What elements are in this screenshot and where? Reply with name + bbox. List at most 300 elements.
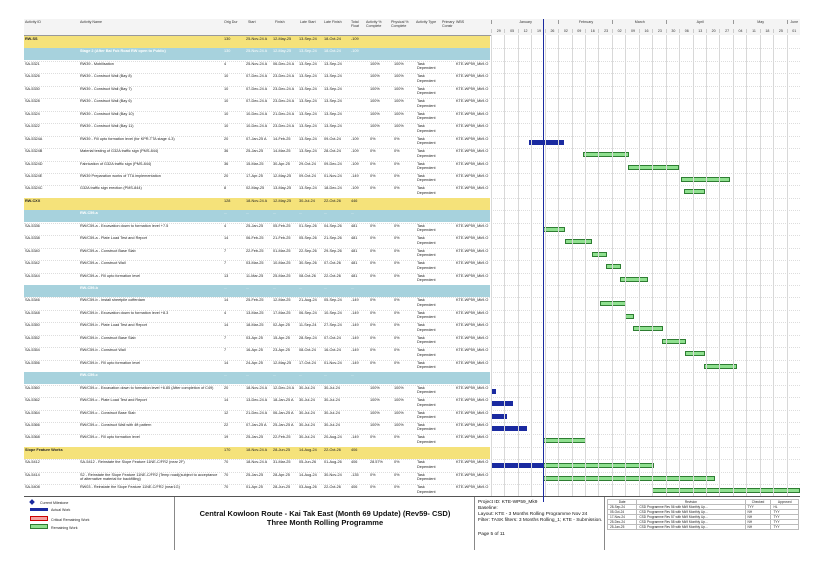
wbs-code: KTE-WP59_Mk9.O [456, 485, 489, 490]
activity-name: RW/C59-b - Fill upto formation level [80, 360, 141, 365]
late-start: 03-Aug-26 [299, 485, 317, 490]
late-finish: 07-Oct-26 [324, 261, 341, 266]
remaining-bar[interactable] [543, 476, 715, 481]
physical-pct: 100% [394, 111, 404, 116]
activity-id: SA-5330 [25, 86, 40, 91]
activity-id: SA-5346 [25, 298, 40, 303]
activity-type: Task Dependent [417, 335, 436, 345]
month-label: January [491, 20, 559, 24]
activity-pct: 100% [370, 410, 380, 415]
remaining-bar[interactable] [592, 252, 607, 257]
table-row[interactable] [24, 73, 490, 85]
start-date: 25-Nov-24 A [246, 61, 268, 66]
activity-name: G32A traffic sign erection (PMS-844) [80, 186, 142, 191]
table-row[interactable] [24, 434, 490, 446]
late-finish: ... [324, 373, 328, 378]
revision-cell: TYY [771, 515, 799, 520]
grid-line [518, 35, 519, 496]
finish-date: 18-Jan-25 A [273, 398, 294, 403]
col-physical-pct[interactable]: Physical % Complete [391, 20, 409, 28]
finish-date: 23-Apr-25 [273, 348, 290, 353]
finish-date: 21-Dec-24 A [273, 111, 295, 116]
month-label: June [787, 20, 801, 24]
orig-dur: 10 [224, 111, 229, 116]
col-activity-name[interactable]: Activity Name [80, 20, 102, 24]
activity-name: Stage 2 (After Bai Fuk Road RW open to Public) [80, 49, 166, 54]
activity-type: Task Dependent [417, 223, 436, 233]
wbs-code: KTE-WP59_Mk9.O [456, 236, 489, 241]
orig-dur: 70 [224, 460, 229, 465]
finish-date: 06-Jan-25 A [273, 410, 294, 415]
physical-pct: 0% [394, 261, 400, 266]
table-row[interactable] [24, 235, 490, 247]
wbs-code: KTE-WP59_Mk9.O [456, 472, 489, 477]
total-float: -149 [351, 435, 359, 440]
remaining-bar[interactable] [543, 438, 586, 443]
orig-dur: 14 [224, 398, 229, 403]
late-finish: 01-Nov-24 [324, 360, 342, 365]
revision-cell: 25-Dec-24 [608, 520, 637, 525]
col-finish[interactable]: Finish [275, 20, 285, 24]
wbs-code: KTE-WP59_Mk9.O [456, 348, 489, 353]
activity-type: Task Dependent [417, 435, 436, 444]
activity-id: SA-5364 [25, 410, 40, 415]
wbs-band[interactable] [24, 210, 490, 222]
late-finish: 01-Nov-24 [324, 173, 342, 178]
late-start: 29-Oct-24 [299, 161, 316, 166]
activity-pct: 0% [370, 435, 376, 440]
col-start[interactable]: Start [248, 20, 256, 24]
late-finish: 05-Sep-24 [324, 298, 342, 303]
start-date: 24-Apr-25 [246, 360, 263, 365]
start-date: 11-Mar-25 [246, 273, 264, 278]
wbs-code: KTE-WP59_Mk9.O [456, 173, 489, 178]
activity-type: Task Dependent [417, 348, 436, 357]
total-float: -149 [351, 323, 359, 328]
orig-dur: 10 [224, 74, 229, 79]
activity-id: SA-5348 [25, 310, 40, 315]
total-float: ... [351, 211, 355, 216]
orig-dur: 8 [224, 186, 227, 191]
finish-date: 28-Jun-25 [273, 485, 291, 490]
total-float: -109 [351, 49, 359, 54]
activity-id: SA-5324B [25, 149, 43, 154]
table-row[interactable] [24, 148, 490, 160]
grid-line [787, 35, 788, 496]
total-float: -149 [351, 310, 359, 315]
late-finish: 29-Sep-26 [324, 248, 342, 253]
late-start: 30-Jul-24 [299, 435, 315, 440]
remaining-bar[interactable] [565, 239, 592, 244]
wbs-code: KTE-WP59_Mk9.O [456, 460, 489, 465]
orig-dur: 4 [224, 61, 227, 66]
timeline-header [491, 19, 800, 35]
activity-id: SA-5324 [25, 111, 40, 116]
activity-name: RW39 - Construct Wall (Bay 11) [80, 124, 134, 129]
actual-bar[interactable] [491, 401, 513, 406]
total-float: 481 [351, 248, 358, 253]
late-start: 13-Sep-24 [299, 49, 317, 54]
table-row[interactable] [24, 484, 490, 496]
grid-line [746, 35, 747, 496]
table-row[interactable] [24, 459, 490, 471]
late-finish: 09-Oct-24 [324, 136, 341, 141]
activity-name: RW/C59-a - Plate Load Test and Report [80, 236, 147, 241]
wbs-code: KTE-WP59_Mk9.O [456, 149, 489, 154]
activity-type: Task Dependent [417, 298, 436, 307]
day-tick: 12 [518, 29, 532, 33]
activity-name: RW39 - Mobilisation [80, 61, 114, 66]
late-start: 13-Sep-24 [299, 99, 317, 104]
remaining-bar[interactable] [606, 264, 621, 269]
late-start: 28-Sep-24 [299, 335, 317, 340]
orig-dur: 13 [224, 273, 229, 278]
activity-type: Task Dependent [417, 460, 436, 469]
table-row[interactable] [24, 422, 490, 434]
total-float: 446 [351, 198, 358, 203]
remaining-bar[interactable] [628, 165, 679, 170]
physical-pct: 0% [394, 186, 400, 191]
start-date: 10-Dec-24 A [246, 124, 268, 129]
col-activity-type[interactable]: Activity Type [416, 20, 437, 24]
table-row[interactable] [24, 385, 490, 397]
table-row[interactable] [24, 360, 490, 372]
activity-id: SA-5362 [25, 398, 40, 403]
remaining-bar[interactable] [625, 314, 634, 319]
orig-dur: 128 [224, 198, 231, 203]
total-float: -109 [351, 186, 359, 191]
orig-dur: 14 [224, 360, 229, 365]
total-float: -109 [351, 37, 359, 41]
late-start: 13-Sep-24 [299, 149, 317, 154]
late-finish: 28-Oct-24 [324, 149, 341, 154]
table-row[interactable] [24, 335, 490, 347]
orig-dur: 7 [224, 335, 227, 340]
finish-date: 23-Dec-24 A [273, 99, 295, 104]
remaining-bar[interactable] [620, 277, 648, 282]
wbs-band[interactable] [24, 198, 490, 210]
wbs-code: KTE-WP59_Mk9.O [456, 99, 489, 104]
remaining-bar[interactable] [600, 301, 626, 306]
col-activity-pct[interactable]: Activity % Complete [366, 20, 382, 28]
activity-type: Task Dependent [417, 61, 436, 71]
activity-id: SA-5324C [25, 186, 43, 191]
col-late-finish[interactable]: Late Finish [324, 20, 342, 24]
revision-cell: 17-Nov-24 [608, 515, 637, 520]
revision-cell: TYY [745, 505, 771, 510]
table-row[interactable] [24, 310, 490, 322]
orig-dur: 22 [224, 422, 229, 427]
table-row[interactable] [24, 98, 490, 110]
finish-date: 15-Apr-25 [273, 335, 290, 340]
activity-id: SA-5336 [25, 223, 40, 228]
late-start: 30-Jul-24 [299, 385, 315, 390]
grid-line [545, 35, 546, 496]
wbs-band[interactable] [24, 48, 490, 60]
remaining-bar[interactable] [543, 227, 565, 232]
wbs-band[interactable] [24, 447, 490, 459]
activity-pct: 0% [370, 485, 376, 490]
table-row[interactable] [24, 111, 490, 123]
table-row[interactable] [24, 161, 490, 173]
start-date: 07-Dec-24 A [246, 74, 268, 79]
table-row[interactable] [24, 347, 490, 359]
late-finish: 13-Sep-24 [324, 124, 342, 129]
col-activity-id[interactable]: Activity ID [25, 20, 41, 24]
gantt-sheet [24, 19, 800, 549]
table-row[interactable] [24, 173, 490, 185]
grid-line [585, 35, 586, 496]
table-row[interactable] [24, 123, 490, 135]
orig-dur: 130 [224, 37, 231, 41]
col-total-float[interactable]: Total Float [351, 20, 359, 28]
activity-type: Task Dependent [417, 236, 436, 245]
remaining-bar[interactable] [583, 152, 629, 157]
start-date: 25-Feb-25 [246, 298, 264, 303]
physical-pct: 0% [394, 298, 400, 303]
revision-cell: 05-Oct-24 [608, 510, 637, 515]
start-date: 25-Nov-24 A [246, 49, 268, 54]
activity-pct: 0% [370, 261, 376, 266]
start-date: 18-Nov-24 A [246, 447, 268, 452]
physical-pct: 0% [394, 323, 400, 328]
grid-line [733, 35, 734, 496]
activity-pct: 0% [370, 186, 376, 191]
activity-name: RW/C59-a - Excavation down to formation level +7.5 [80, 223, 169, 228]
late-finish: 27-Sep-24 [324, 323, 342, 328]
legend-critical: Critical Remaining Work [30, 516, 89, 522]
total-float: -109 [351, 161, 359, 166]
start-date: 07-Dec-24 A [246, 86, 268, 91]
activity-pct: 100% [370, 111, 380, 116]
finish-date: 31-Mar-25 [273, 460, 291, 465]
activity-name: RW39 - Construct Wall (Bay 6) [80, 99, 132, 104]
late-start: 13-Sep-24 [299, 74, 317, 79]
late-finish: 09-Dec-24 [324, 161, 342, 166]
revision-cell: CSD Programme Rev 58 with Mk9 Monthly Up... [637, 520, 745, 525]
table-row[interactable] [24, 273, 490, 285]
revision-header-cell: Revision [637, 500, 745, 505]
activity-id: SA-5324E [25, 173, 43, 178]
activity-name: RW/C59-c - Fill upto formation level [80, 435, 140, 440]
grid-line [773, 35, 774, 496]
remaining-bar[interactable] [685, 351, 705, 356]
col-primary-constraint[interactable]: Primary Constr [442, 20, 455, 28]
late-finish: 22-Oct-26 [324, 273, 341, 278]
activity-name: RW/C59-c - Construct Wall with 4ft pattern [80, 422, 152, 427]
wbs-band[interactable] [24, 285, 490, 297]
grid-line [572, 35, 573, 496]
activity-pct: 100% [370, 398, 380, 403]
late-finish: 30-Jul-24 [324, 422, 340, 427]
activity-type: Task Dependent [417, 124, 436, 133]
revision-cell: CSD Programme Rev 57 with Mk9 Monthly Up... [637, 515, 745, 520]
start-date: 21-Dec-24 A [246, 410, 268, 415]
late-finish: 04-Sep-26 [324, 223, 342, 228]
table-row[interactable] [24, 410, 490, 422]
wbs-code: KTE-WP59_Mk9.O [456, 385, 489, 390]
revision-cell: CSD Programme Rev 56 with Mk9 Monthly Up... [637, 510, 745, 515]
late-finish: 13-Sep-24 [324, 61, 342, 66]
activity-id: SA-5360 [25, 385, 40, 390]
finish-date: 21-Feb-25 [273, 236, 291, 241]
remaining-bar[interactable] [652, 488, 800, 493]
orig-dur: 14 [224, 298, 229, 303]
col-late-start[interactable]: Late Start [300, 20, 316, 24]
activity-type: Task Dependent [417, 385, 436, 395]
physical-pct: 100% [394, 61, 404, 66]
table-row[interactable] [24, 136, 490, 148]
day-tick: 26 [545, 29, 559, 33]
start-date: 06-Feb-25 [246, 236, 264, 241]
grid-line [679, 35, 680, 496]
finish-date: 10-Mar-25 [273, 261, 291, 266]
activity-pct: 0% [370, 360, 376, 365]
activity-name: RW/C59-c - Excavation down to formation level +6.85 (After completion of C49) [80, 385, 214, 390]
wbs-code: KTE-WP59_Mk9.O [456, 161, 489, 166]
table-row[interactable] [24, 260, 490, 272]
grid-line [558, 35, 559, 496]
wbs-code: KTE-WP59_Mk9.O [456, 398, 489, 403]
wbs-code: KTE-WP59_Mk9.O [456, 298, 489, 303]
activity-name: RW03 - Reinstate the Slope Feature 11NE-C/FR2 (near1G) [80, 485, 180, 490]
late-start: 14-Aug-24 [299, 447, 317, 452]
activity-type: Task Dependent [417, 248, 436, 258]
activity-name: RW/C59-b - Construct Base Slab [80, 335, 136, 340]
total-float: 406 [351, 447, 358, 452]
finish-date: 22-Feb-25 [273, 435, 291, 440]
activity-pct: 0% [370, 348, 376, 353]
critical-work-swatch [30, 516, 48, 521]
late-start: 05-Sep-26 [299, 236, 317, 241]
activity-pct: 0% [370, 173, 376, 178]
finish-date: ... [273, 373, 277, 378]
total-float: ... [351, 286, 355, 290]
table-row[interactable] [24, 61, 490, 73]
revision-cell: NH [745, 510, 771, 515]
day-tick: 18 [760, 29, 774, 33]
orig-dur: 10 [224, 124, 229, 129]
activity-id: SA-5352 [25, 335, 40, 340]
wbs-band[interactable] [24, 372, 490, 384]
day-tick: 30 [666, 29, 680, 33]
project-id: Project ID: KTE-WP59_Mk9 [478, 500, 538, 505]
finish-date: 02-Apr-25 [273, 323, 290, 328]
table-row[interactable] [24, 322, 490, 334]
legend-actual: Actual Work [30, 508, 70, 512]
activity-id: SA-5328 [25, 99, 40, 104]
total-float: 406 [351, 485, 358, 490]
table-row[interactable] [24, 86, 490, 98]
wbs-code: KTE-WP59_Mk9.O [456, 360, 489, 365]
activity-name: RW39 - Construct Wall (Bay 10) [80, 111, 134, 116]
finish-date: 23-Dec-24 A [273, 86, 295, 91]
revision-cell: NH [745, 525, 771, 530]
day-tick: 19 [531, 29, 545, 33]
finish-date: 12-Dec-24 A [273, 385, 295, 390]
physical-pct: 100% [394, 86, 404, 91]
activity-name: RW/C59-b - Excavation down to formation level +8.3 [80, 310, 169, 315]
col-wbs[interactable]: WBS [456, 20, 465, 24]
late-finish: 18-Oct-24 [324, 37, 341, 41]
day-tick: 20 [706, 29, 720, 33]
late-start: 30-Jul-24 [299, 398, 315, 403]
wbs-code: KTE-WP59_Mk9.O [456, 273, 489, 278]
physical-pct: 0% [394, 149, 400, 154]
activity-id: SA-5412 [25, 460, 40, 465]
remaining-bar[interactable] [684, 189, 705, 194]
grid-line [504, 35, 505, 496]
table-row[interactable] [24, 297, 490, 309]
revision-cell: TYY [771, 510, 799, 515]
baseline: Baseline: [478, 506, 498, 511]
activity-pct: 100% [370, 86, 380, 91]
activity-type: Task Dependent [417, 111, 436, 121]
activity-pct: 0% [370, 323, 376, 328]
project-info [474, 497, 605, 550]
start-date: 16-Apr-25 [246, 348, 263, 353]
physical-pct: 0% [394, 273, 400, 278]
wbs-code: KTE-WP59_Mk9.O [456, 310, 489, 315]
orig-dur: 170 [224, 447, 231, 452]
start-date: 15-Mar-25 [246, 161, 264, 166]
late-finish: 10-Sep-24 [324, 310, 342, 315]
total-float: 481 [351, 273, 358, 278]
physical-pct: 0% [394, 435, 400, 440]
activity-id: SA-5368 [25, 435, 40, 440]
wbs-band[interactable] [24, 36, 490, 48]
remaining-bar[interactable] [633, 326, 663, 331]
late-start: 17-Oct-24 [299, 360, 316, 365]
total-float: -109 [351, 136, 359, 141]
grid-line [598, 35, 599, 496]
revision-cell: 28-Sep-24 [608, 505, 637, 510]
start-date: 07-Jan-25 A [246, 136, 267, 141]
table-row[interactable] [24, 185, 490, 197]
physical-pct: 0% [394, 335, 400, 340]
actual-bar[interactable] [491, 426, 527, 431]
revision-cell: NH [745, 520, 771, 525]
start-date: 01-Apr-25 [246, 485, 263, 490]
day-tick: 16 [585, 29, 599, 33]
activity-id: RW-CXX [25, 198, 41, 203]
finish-date: 25-Jan-25 A [273, 422, 294, 427]
physical-pct: 0% [394, 173, 400, 178]
activity-pct: 0% [370, 236, 376, 241]
late-finish: ... [324, 286, 328, 290]
activity-type: Task Dependent [417, 161, 436, 170]
late-finish: 18-Dec-24 [324, 186, 342, 191]
late-start: ... [299, 373, 303, 378]
table-row[interactable] [24, 223, 490, 235]
activity-pct: 0% [370, 472, 376, 477]
activity-type: Task Dependent [417, 186, 436, 195]
grid-line [639, 35, 640, 496]
day-tick: 29 [491, 29, 505, 33]
col-orig-dur[interactable]: Orig Dur [224, 20, 238, 24]
table-row[interactable] [24, 397, 490, 409]
gantt-area [491, 35, 800, 502]
late-finish: 13-Sep-24 [324, 74, 342, 79]
title-block [174, 497, 475, 550]
activity-name: RW/C59-a - Construct Wall [80, 261, 126, 266]
month-label: May [733, 20, 788, 24]
finish-date: 14-Mar-25 [273, 149, 291, 154]
table-row[interactable] [24, 248, 490, 260]
activity-id: SA-5356 [25, 360, 40, 365]
table-row[interactable] [24, 472, 490, 484]
day-tick: 25 [773, 29, 787, 33]
